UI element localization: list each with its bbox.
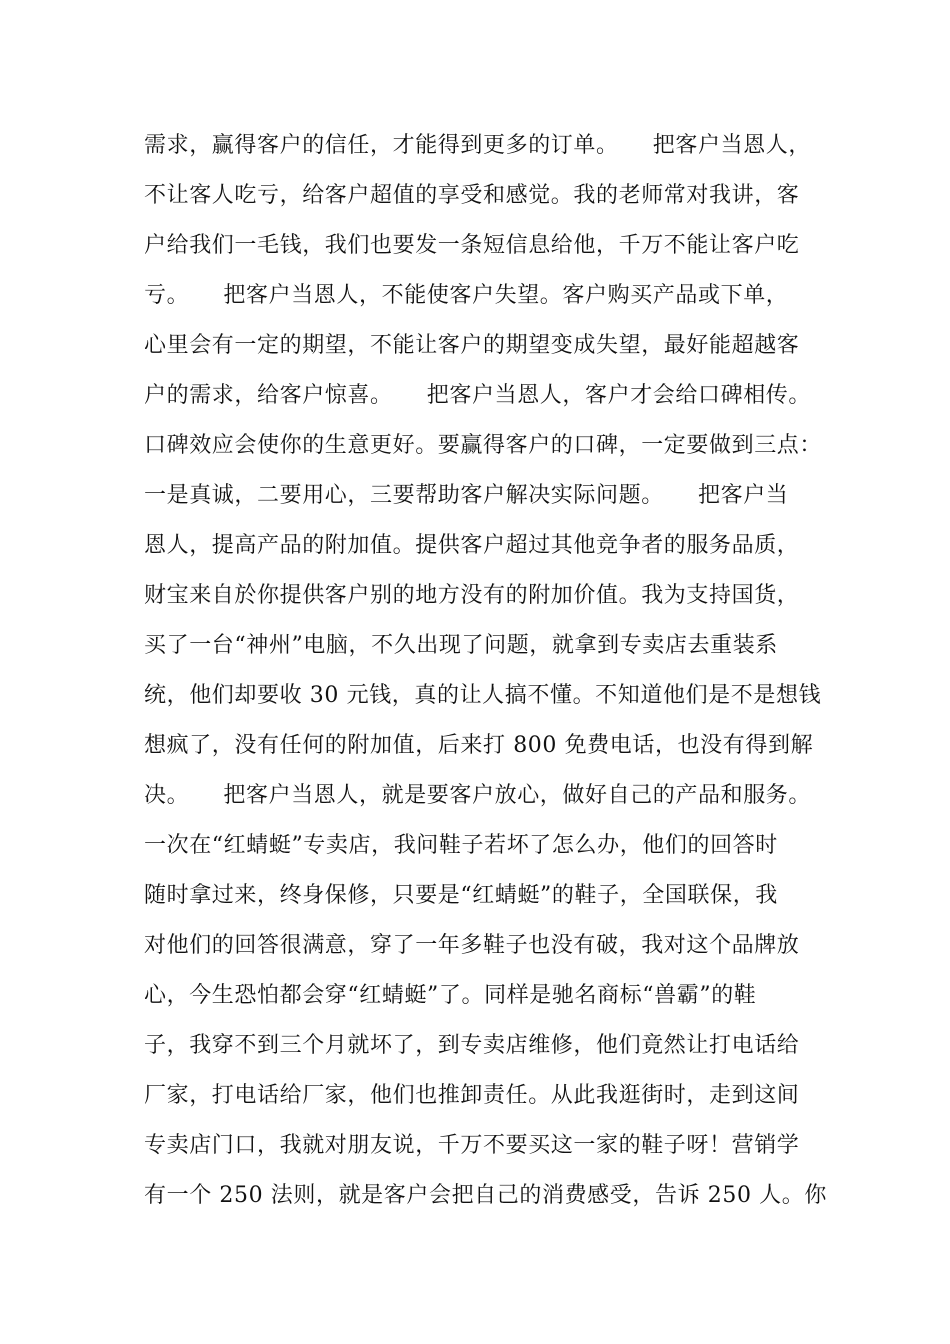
text-line: 亏。 把客户当恩人，不能使客户失望。客户购买产品或下单， [144,283,789,308]
text-line: 有一个 250 法则，就是客户会把自己的消费感受，告诉 250 人。你 [144,1183,827,1208]
text-line: 财宝来自於你提供客户别的地方没有的附加价值。我为支持国货， [144,583,800,608]
text-line: 子，我穿不到三个月就坏了，到专卖店维修，他们竟然让打电话给 [144,1033,800,1058]
text-line: 想疯了，没有任何的附加值，后来打 800 免费电话，也没有得到解 [144,733,814,758]
text-line: 口碑效应会使你的生意更好。要赢得客户的口碑，一定要做到三点： [144,433,823,458]
text-line: 不让客人吃亏，给客户超值的享受和感觉。我的老师常对我讲，客 [144,183,800,208]
text-line: 恩人，提高产品的附加值。提供客户超过其他竞争者的服务品质， [144,533,800,558]
text-line: 专卖店门口，我就对朋友说，千万不要买这一家的鞋子呀！营销学 [144,1133,800,1158]
text-line: 需求，赢得客户的信任，才能得到更多的订单。 把客户当恩人， [144,133,812,158]
text-line: 决。 把客户当恩人，就是要客户放心，做好自己的产品和服务。 [144,783,812,808]
text-line: 户给我们一毛钱，我们也要发一条短信息给他，千万不能让客户吃 [144,233,800,258]
text-line: 随时拿过来，终身保修，只要是“红蜻蜓”的鞋子，全国联保，我 [144,883,778,908]
text-line: 户的需求，给客户惊喜。 把客户当恩人，客户才会给口碑相传。 [144,383,812,408]
text-line: 统，他们却要收 30 元钱，真的让人搞不懂。不知道他们是不是想钱 [144,683,822,708]
text-line: 厂家，打电话给厂家，他们也推卸责任。从此我逛街时，走到这间 [144,1083,800,1108]
text-line: 心里会有一定的期望，不能让客户的期望变成失望，最好能超越客 [144,333,800,358]
text-line: 买了一台“神州”电脑，不久出现了问题，就拿到专卖店去重装系 [144,633,778,658]
text-line: 一次在“红蜻蜓”专卖店，我问鞋子若坏了怎么办，他们的回答时 [144,833,778,858]
text-line: 心，今生恐怕都会穿“红蜻蜓”了。同样是驰名商标“兽霸”的鞋 [144,983,757,1008]
text-line: 一是真诚，二要用心，三要帮助客户解决实际问题。 把客户当 [144,483,789,508]
text-line: 对他们的回答很满意，穿了一年多鞋子也没有破，我对这个品牌放 [144,933,800,958]
